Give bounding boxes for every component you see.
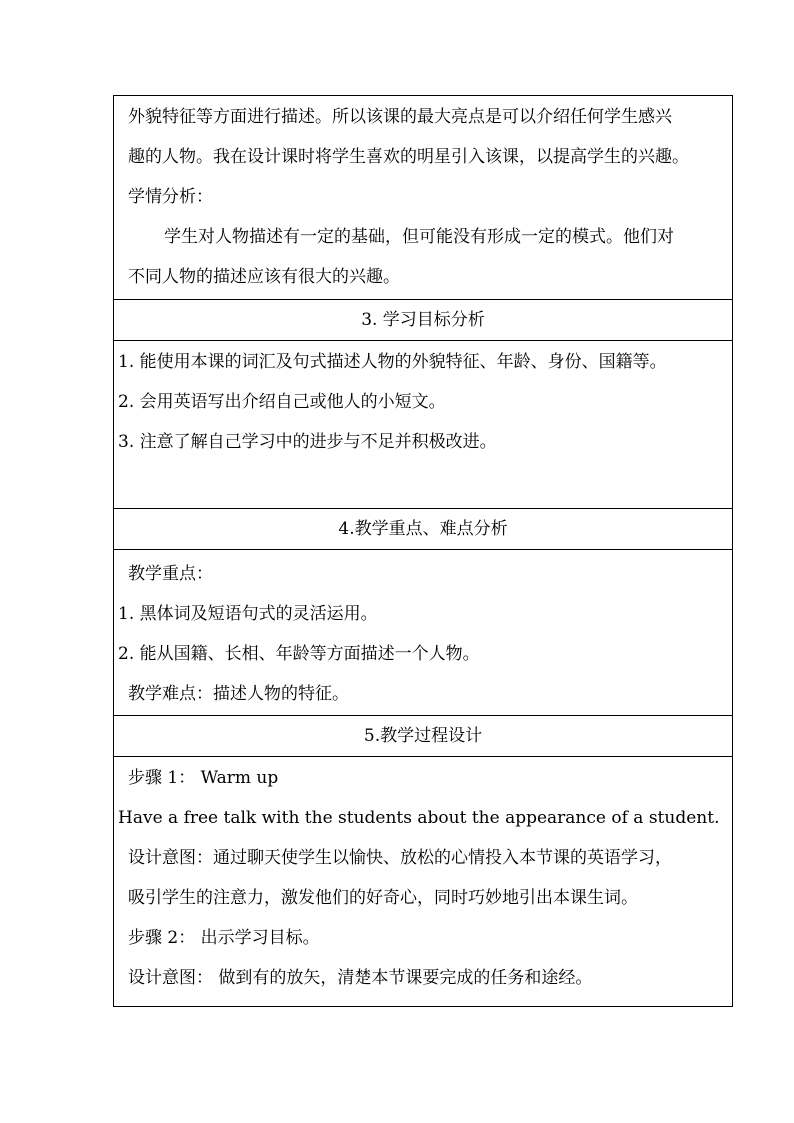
section4-title: 4.教学重点、难点分析 bbox=[338, 519, 508, 539]
section5-title: 5.教学过程设计 bbox=[363, 726, 483, 746]
objective-item-1: 1. 能使用本课的词汇及句式描述人物的外貌特征、年龄、身份、国籍等。 bbox=[118, 352, 667, 372]
section3-header bbox=[114, 300, 733, 341]
section4-body-row bbox=[114, 550, 733, 716]
section5-body bbox=[114, 757, 733, 1007]
section3-body-row bbox=[114, 341, 733, 509]
section4-header bbox=[114, 509, 733, 550]
intent1-line-2: 吸引学生的注意力，激发他们的好奇心，同时巧妙地引出本课生词。 bbox=[128, 888, 638, 908]
section3-header-row bbox=[114, 300, 733, 341]
student-analysis-line-2: 不同人物的描述应该有很大的兴趣。 bbox=[128, 267, 400, 287]
section5-body-row bbox=[114, 757, 733, 1007]
section3-title: 3. 学习目标分析 bbox=[361, 310, 485, 330]
section2-row bbox=[114, 96, 733, 300]
student-analysis-line-1: 学生对人物描述有一定的基础，但可能没有形成一定的模式。他们对 bbox=[164, 227, 674, 247]
section3-body bbox=[114, 341, 733, 509]
student-analysis-label: 学情分析： bbox=[128, 187, 213, 207]
analysis-line-1: 外貌特征等方面进行描述。所以该课的最大亮点是可以介绍任何学生感兴 bbox=[128, 107, 672, 127]
key-point-1: 1. 黑体词及短语句式的灵活运用。 bbox=[118, 604, 378, 624]
blank-line bbox=[114, 462, 732, 508]
intent2-line: 设计意图： 做到有的放矢，清楚本节课要完成的任务和途经。 bbox=[128, 968, 593, 988]
key-points-label: 教学重点： bbox=[128, 564, 213, 584]
lesson-plan-table bbox=[113, 95, 733, 1007]
step1-label: 步骤 1： Warm up bbox=[128, 768, 279, 788]
section4-header-row bbox=[114, 509, 733, 550]
objective-item-2: 2. 会用英语写出介绍自己或他人的小短文。 bbox=[118, 392, 446, 412]
step2-label: 步骤 2： 出示学习目标。 bbox=[128, 928, 320, 948]
section4-body bbox=[114, 550, 733, 716]
section2-cell bbox=[114, 96, 733, 300]
analysis-line-2: 趣的人物。我在设计课时将学生喜欢的明星引入该课，以提高学生的兴趣。 bbox=[128, 147, 689, 167]
key-point-2: 2. 能从国籍、长相、年龄等方面描述一个人物。 bbox=[118, 644, 480, 664]
difficulty-text: 教学难点：描述人物的特征。 bbox=[128, 684, 349, 704]
objective-item-3: 3. 注意了解自己学习中的进步与不足并积极改进。 bbox=[118, 432, 497, 452]
section5-header-row bbox=[114, 716, 733, 757]
step1-activity: Have a free talk with the students about the appearance of a student. bbox=[118, 808, 720, 828]
intent1-line-1: 设计意图：通过聊天使学生以愉快、放松的心情投入本节课的英语学习， bbox=[128, 848, 672, 868]
section5-header bbox=[114, 716, 733, 757]
